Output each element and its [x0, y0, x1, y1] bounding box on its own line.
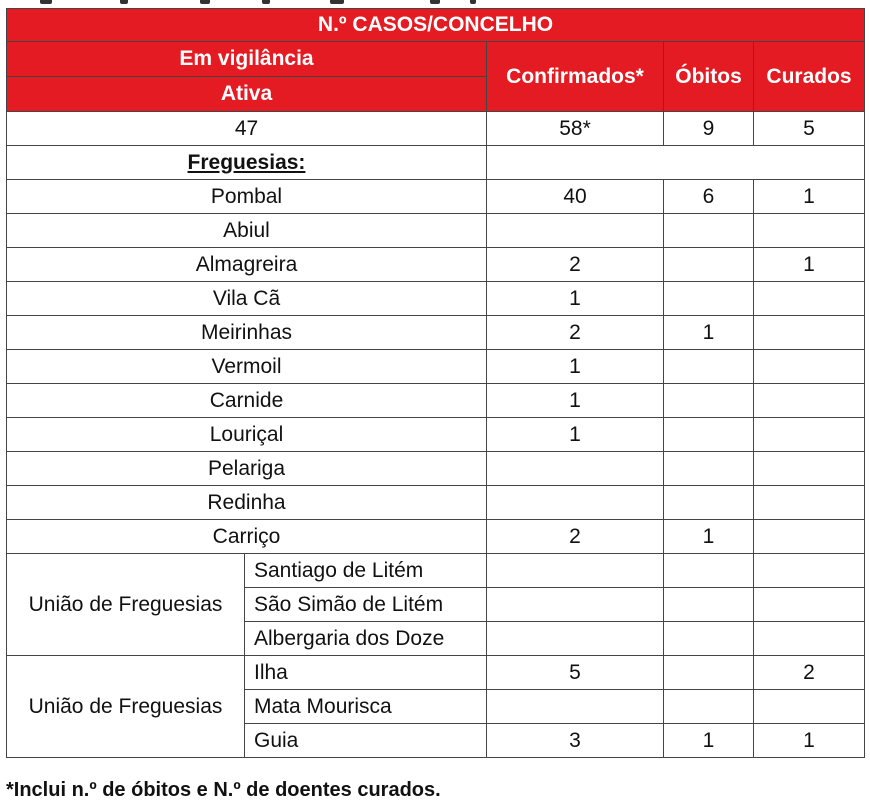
confirmados-cell: 2 — [487, 248, 664, 282]
curados-cell — [754, 282, 865, 316]
curados-cell: 1 — [754, 180, 865, 214]
header-vigilancia-line1: Em vigilância — [7, 42, 487, 77]
confirmados-cell: 3 — [487, 724, 664, 758]
curados-cell — [754, 554, 865, 588]
total-confirmados: 58* — [487, 112, 664, 146]
table-row — [7, 656, 865, 690]
total-obitos: 9 — [664, 112, 754, 146]
obitos-cell — [664, 350, 754, 384]
curados-cell: 1 — [754, 248, 865, 282]
freguesia-name: Vila Cã — [7, 282, 487, 316]
table-row — [7, 316, 865, 350]
curados-cell — [754, 384, 865, 418]
confirmados-cell: 2 — [487, 316, 664, 350]
freguesias-label: Freguesias: — [187, 150, 306, 174]
footnote: *Inclui n.º de óbitos e N.º de doentes curados. — [6, 779, 441, 801]
uniao-member-name: Albergaria dos Doze — [245, 622, 487, 656]
curados-cell — [754, 622, 865, 656]
table-row — [7, 248, 865, 282]
freguesia-name: Redinha — [7, 486, 487, 520]
obitos-cell — [664, 384, 754, 418]
confirmados-cell — [487, 690, 664, 724]
obitos-cell — [664, 282, 754, 316]
freguesia-name: Carriço — [7, 520, 487, 554]
obitos-cell — [664, 622, 754, 656]
freguesia-name: Pombal — [7, 180, 487, 214]
obitos-cell — [664, 588, 754, 622]
table-row — [7, 554, 865, 588]
curados-cell — [754, 690, 865, 724]
curados-cell — [754, 350, 865, 384]
obitos-cell — [664, 214, 754, 248]
freguesia-name: Pelariga — [7, 452, 487, 486]
uniao-member-name: Guia — [245, 724, 487, 758]
uniao-label: União de Freguesias — [7, 656, 245, 758]
cropped-text-remnant — [0, 0, 870, 6]
confirmados-cell — [487, 588, 664, 622]
table-row — [7, 282, 865, 316]
table-row — [7, 418, 865, 452]
table-row — [7, 520, 865, 554]
header-vigilancia-line2: Ativa — [7, 77, 487, 112]
curados-cell — [754, 418, 865, 452]
total-vigilancia: 47 — [7, 112, 487, 146]
obitos-cell — [664, 486, 754, 520]
confirmados-cell — [487, 452, 664, 486]
confirmados-cell — [487, 622, 664, 656]
uniao-member-name: Mata Mourisca — [245, 690, 487, 724]
table-row — [7, 452, 865, 486]
cases-table — [6, 8, 865, 758]
freguesia-name: Almagreira — [7, 248, 487, 282]
freguesias-label-cell — [7, 146, 487, 180]
header-curados: Curados — [754, 42, 865, 112]
table-row — [7, 214, 865, 248]
freguesias-label-row — [7, 146, 865, 180]
curados-cell — [754, 486, 865, 520]
confirmados-cell: 5 — [487, 656, 664, 690]
freguesia-name: Louriçal — [7, 418, 487, 452]
confirmados-cell: 1 — [487, 418, 664, 452]
obitos-cell — [664, 248, 754, 282]
uniao-label: União de Freguesias — [7, 554, 245, 656]
obitos-cell — [664, 656, 754, 690]
obitos-cell: 6 — [664, 180, 754, 214]
table-row — [7, 350, 865, 384]
curados-cell — [754, 452, 865, 486]
freguesias-body — [7, 180, 865, 554]
unioes-body — [7, 554, 865, 758]
obitos-cell — [664, 690, 754, 724]
curados-cell — [754, 316, 865, 350]
freguesia-name: Meirinhas — [7, 316, 487, 350]
obitos-cell: 1 — [664, 520, 754, 554]
freguesia-name: Vermoil — [7, 350, 487, 384]
totals-row — [7, 112, 865, 146]
confirmados-cell — [487, 486, 664, 520]
confirmados-cell — [487, 214, 664, 248]
uniao-member-name: Santiago de Litém — [245, 554, 487, 588]
header-row-1 — [7, 42, 865, 77]
confirmados-cell: 40 — [487, 180, 664, 214]
confirmados-cell — [487, 554, 664, 588]
table-row — [7, 384, 865, 418]
obitos-cell — [664, 554, 754, 588]
obitos-cell: 1 — [664, 724, 754, 758]
confirmados-cell: 2 — [487, 520, 664, 554]
table-title: N.º CASOS/CONCELHO — [7, 9, 865, 42]
uniao-member-name: São Simão de Litém — [245, 588, 487, 622]
table-row — [7, 486, 865, 520]
confirmados-cell: 1 — [487, 282, 664, 316]
confirmados-cell: 1 — [487, 384, 664, 418]
obitos-cell — [664, 452, 754, 486]
header-confirmados: Confirmados* — [487, 42, 664, 112]
total-curados: 5 — [754, 112, 865, 146]
curados-cell — [754, 520, 865, 554]
curados-cell — [754, 588, 865, 622]
empty-cell — [487, 146, 865, 180]
freguesia-name: Abiul — [7, 214, 487, 248]
curados-cell — [754, 214, 865, 248]
curados-cell: 2 — [754, 656, 865, 690]
obitos-cell — [664, 418, 754, 452]
title-row — [7, 9, 865, 42]
freguesia-name: Carnide — [7, 384, 487, 418]
table-row — [7, 180, 865, 214]
curados-cell: 1 — [754, 724, 865, 758]
header-obitos: Óbitos — [664, 42, 754, 112]
confirmados-cell: 1 — [487, 350, 664, 384]
obitos-cell: 1 — [664, 316, 754, 350]
uniao-member-name: Ilha — [245, 656, 487, 690]
